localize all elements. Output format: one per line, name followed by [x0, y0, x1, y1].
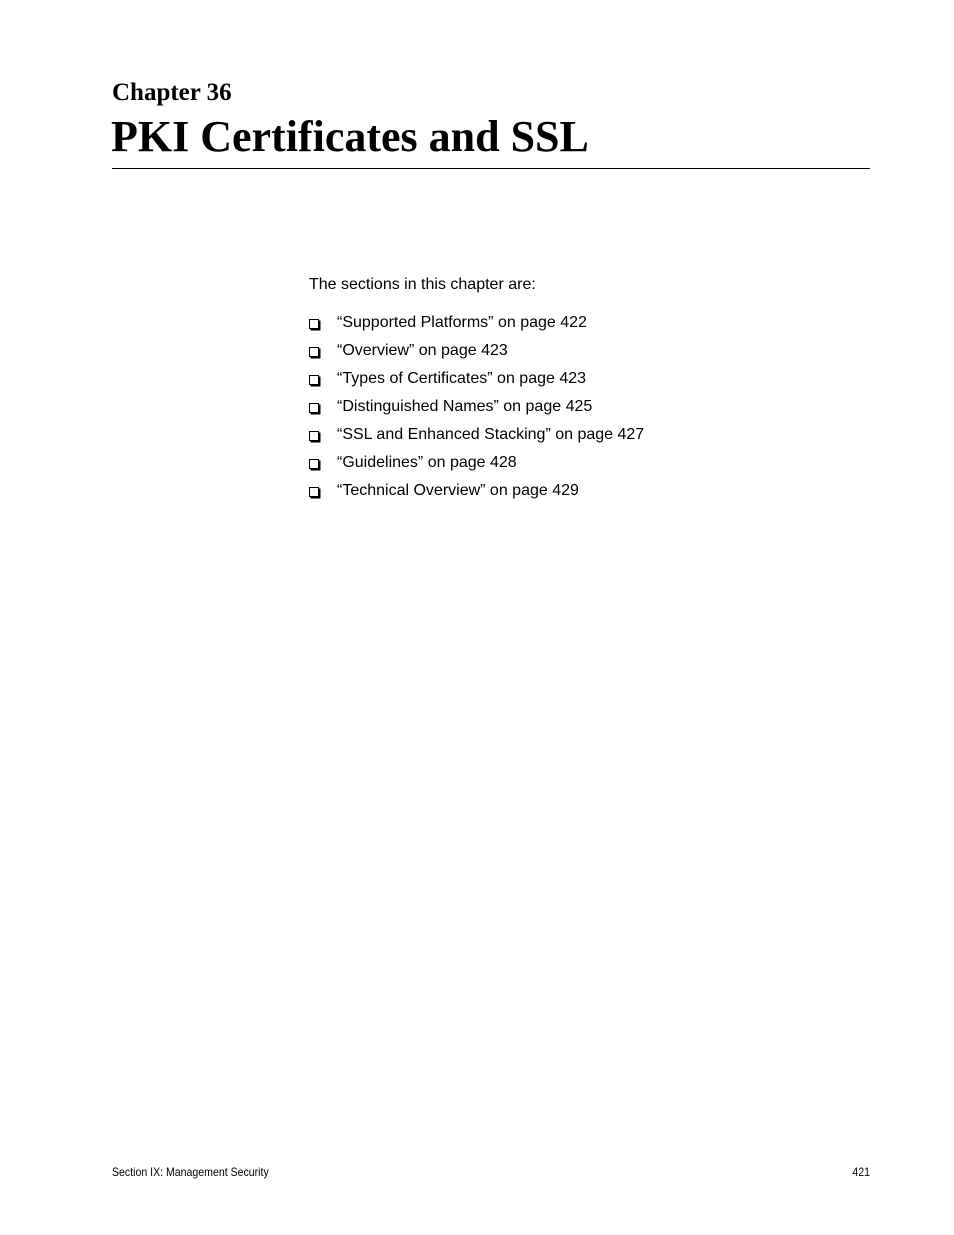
toc-link[interactable]: “Distinguished Names” on page 425	[337, 398, 593, 415]
toc-item[interactable]	[309, 313, 644, 341]
chapter-label: Chapter 36	[112, 79, 232, 106]
toc-item[interactable]	[309, 341, 644, 369]
toc-item[interactable]	[309, 369, 644, 397]
toc-link[interactable]: “Technical Overview” on page 429	[337, 482, 579, 499]
checkbox-icon	[309, 403, 319, 413]
toc-list	[309, 313, 644, 509]
checkbox-icon	[309, 319, 319, 329]
checkbox-icon	[309, 459, 319, 469]
intro-text: The sections in this chapter are:	[309, 276, 536, 293]
checkbox-icon	[309, 431, 319, 441]
toc-link[interactable]: “Types of Certificates” on page 423	[337, 370, 587, 387]
toc-item[interactable]	[309, 453, 644, 481]
checkbox-icon	[309, 375, 319, 385]
toc-link[interactable]: “Overview” on page 423	[337, 342, 508, 359]
checkbox-icon	[309, 487, 319, 497]
footer-section-name: Section IX: Management Security	[112, 1165, 269, 1179]
toc-link[interactable]: “SSL and Enhanced Stacking” on page 427	[337, 426, 645, 443]
toc-item[interactable]	[309, 397, 644, 425]
title-rule	[112, 168, 870, 169]
footer-page-number: 421	[852, 1165, 870, 1179]
checkbox-icon	[309, 347, 319, 357]
toc-item[interactable]	[309, 481, 644, 509]
toc-link[interactable]: “Guidelines” on page 428	[337, 454, 517, 471]
chapter-title: PKI Certificates and SSL	[111, 112, 589, 161]
toc-item[interactable]	[309, 425, 644, 453]
toc-link[interactable]: “Supported Platforms” on page 422	[337, 314, 587, 331]
